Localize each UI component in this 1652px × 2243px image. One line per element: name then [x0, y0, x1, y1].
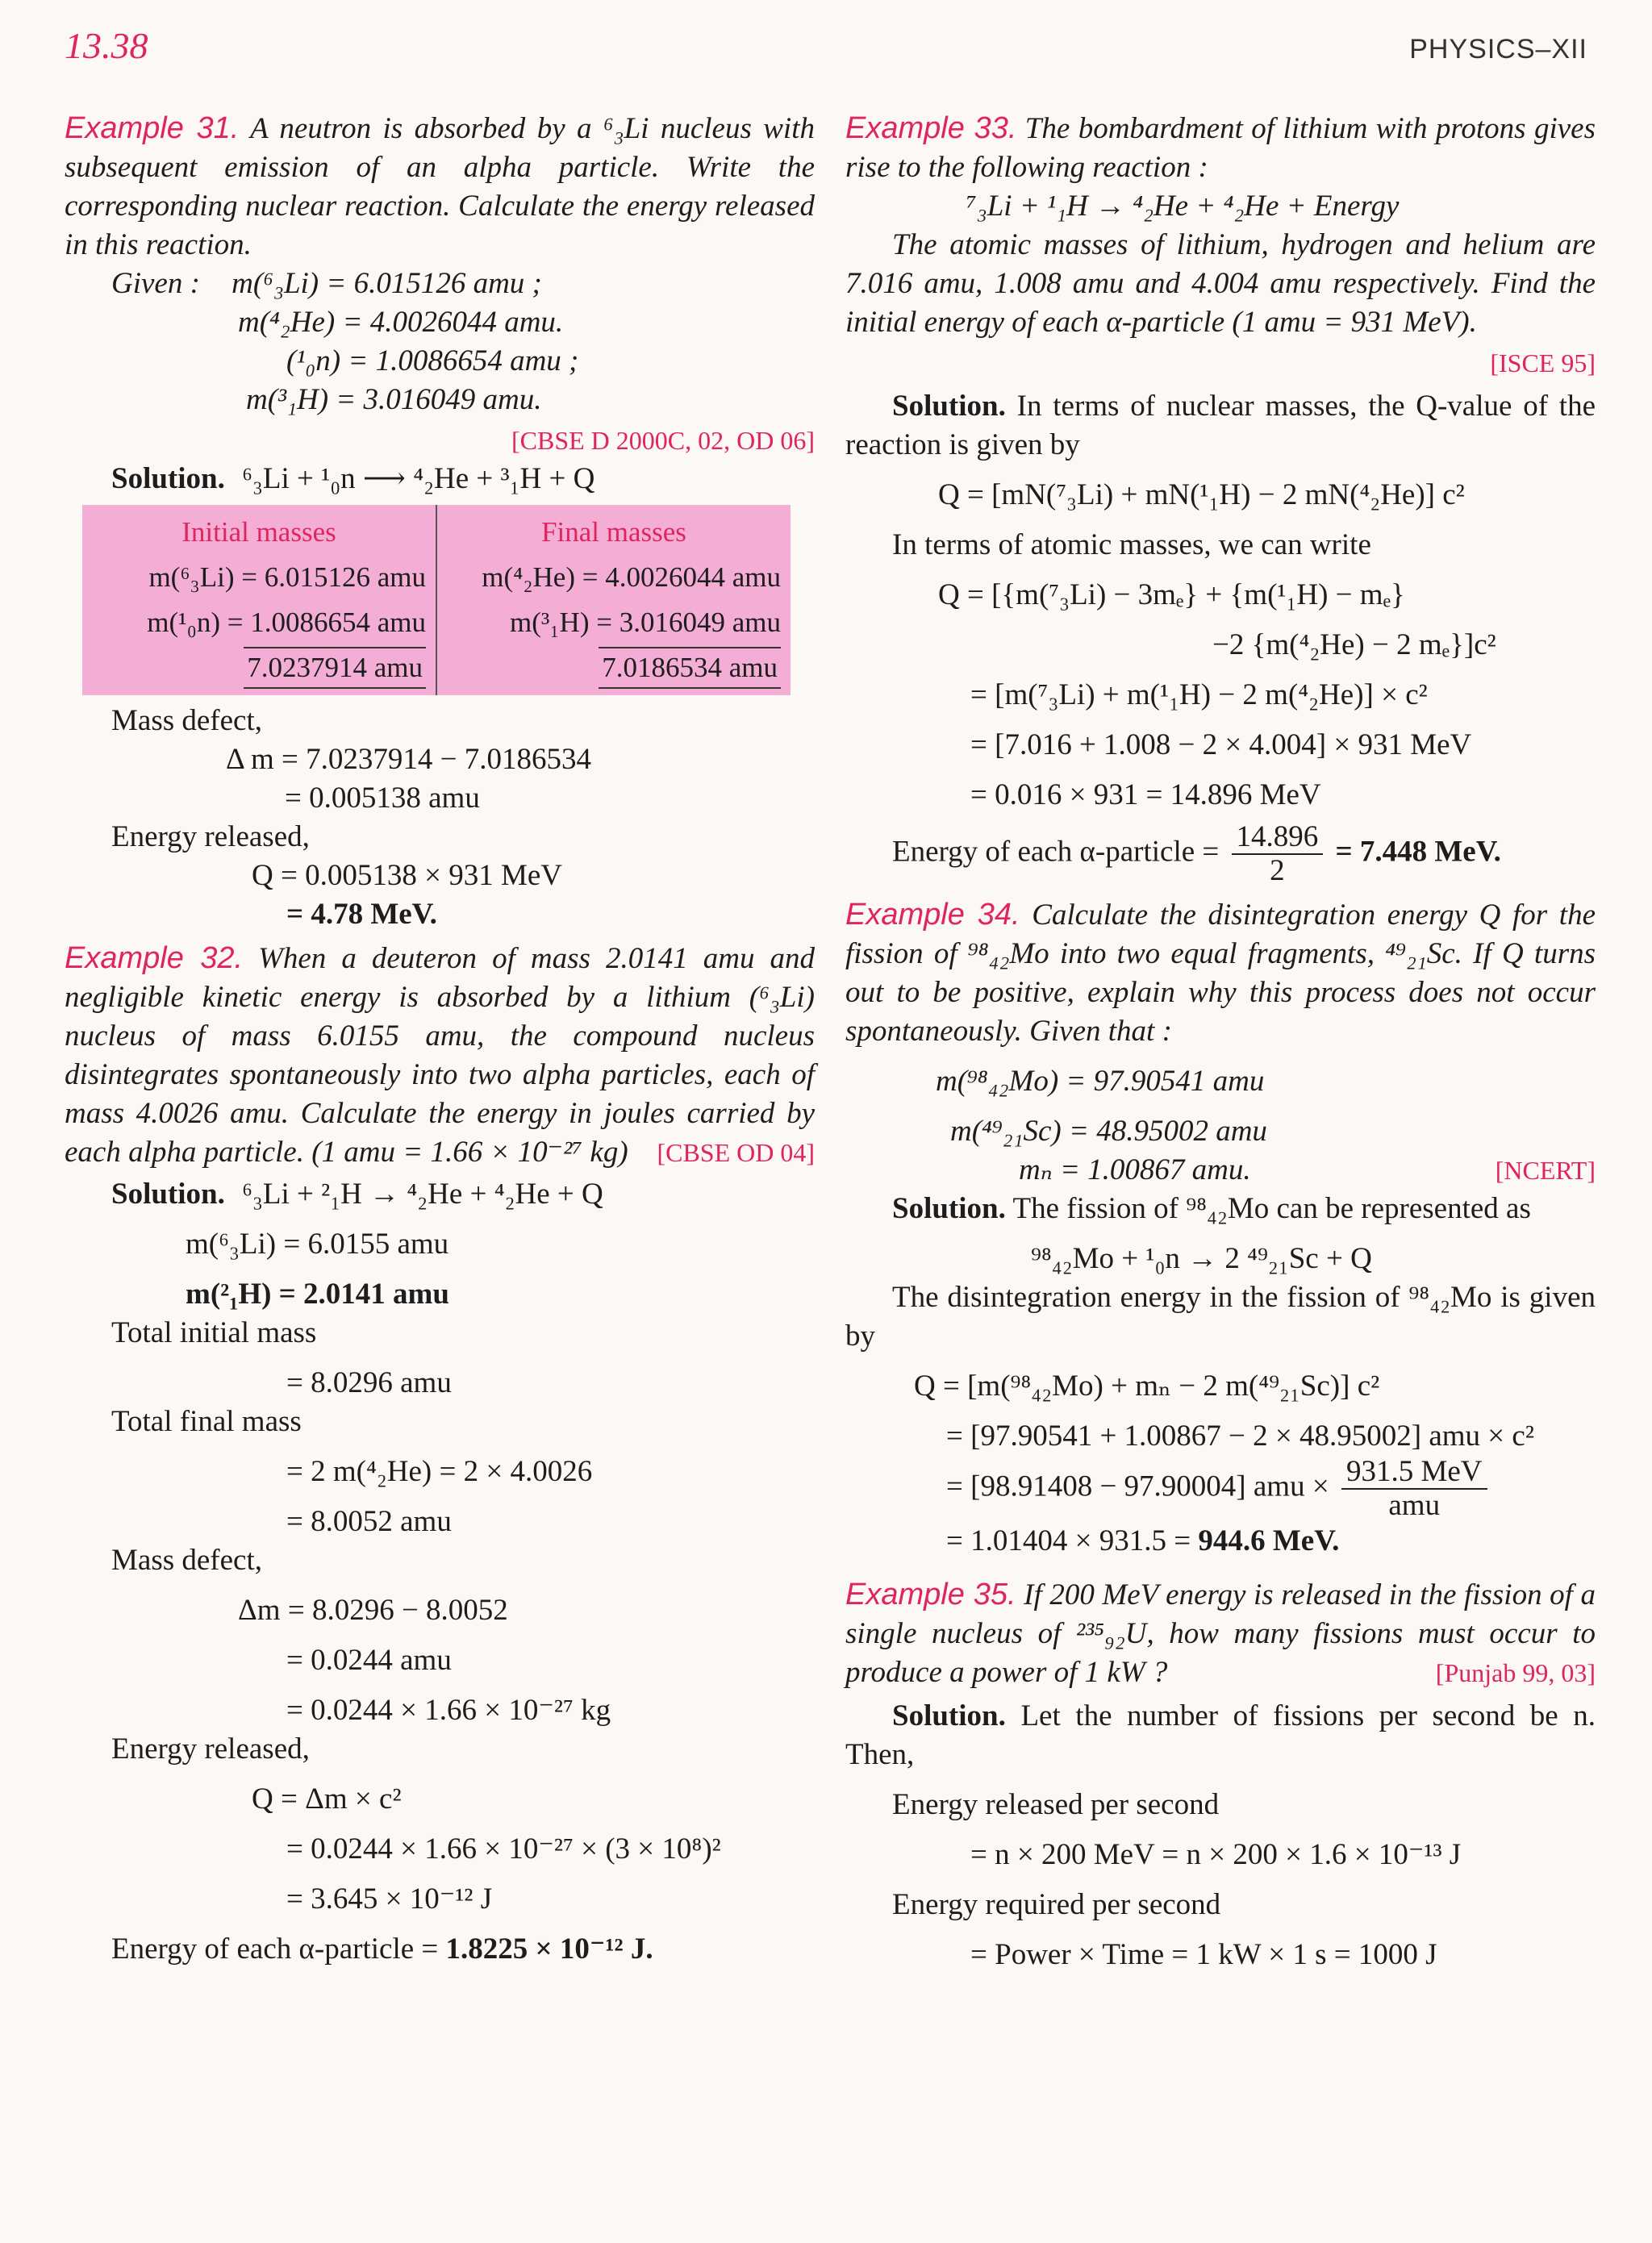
final-masses-column — [437, 505, 791, 695]
page-number: 13.38 — [65, 25, 148, 66]
math-line: = [m(⁷₃Li) + m(¹₁H) − 2 m(⁴₂He)] × c² — [970, 678, 1428, 711]
citation: [CBSE D 2000C, 02, OD 06] — [511, 426, 815, 455]
math-line: = 0.005138 amu — [285, 782, 480, 815]
mass-defect-label: Mass defect, — [111, 704, 262, 737]
reaction-equation: ⁶₃Li + ¹₀n ⟶ ⁴₂He + ³₁H + Q — [242, 462, 595, 495]
math-line: = 8.0052 amu — [286, 1505, 452, 1538]
result-line — [845, 1522, 1596, 1561]
solution-label: Solution. — [111, 1178, 225, 1211]
citation: [CBSE OD 04] — [657, 1138, 815, 1167]
math-line: = 8.0296 amu — [286, 1366, 452, 1399]
example-33-statement — [845, 109, 1596, 187]
fraction-numerator: 14.896 — [1232, 821, 1324, 855]
solution-line — [65, 1175, 815, 1214]
math-line: = [97.90541 + 1.00867 − 2 × 48.95002] amu × c² — [946, 1420, 1534, 1453]
example-32-text: When a deuteron of mass 2.0141 amu and negligible kinetic energy is absorbed by a lithium (⁶₃Li) nucleus of mass 6.0155 amu, the compound nucleus disintegrates spontaneously into two alpha particles, each of mass 4.0026 amu. Calculate the energy in joules carried by each alpha particle. (1 amu = 1.66 × 10⁻²⁷ kg) — [65, 942, 815, 1169]
example-34-title: Example 34. — [845, 898, 1020, 932]
math-line: Q = 0.005138 × 931 MeV — [252, 859, 562, 892]
example-34-text: Calculate the disintegration energy Q for the fission of ⁹⁸₄₂Mo into two equal fragments, ⁴⁹₂₁Sc. If Q turns out to be positive, explain why this process does not occur spontaneously. Given that : — [845, 898, 1596, 1048]
solution-paragraph — [845, 1190, 1596, 1228]
math-line: = 0.0244 amu — [286, 1644, 452, 1677]
initial-masses-header: Initial masses — [181, 516, 336, 548]
result-prefix: = 1.01404 × 931.5 = — [946, 1524, 1199, 1557]
mass-row: m(¹₀n) = 1.0086654 amu — [147, 607, 426, 638]
math-line: Q = [{m(⁷₃Li) − 3mₑ} + {m(¹₁H) − mₑ} — [938, 578, 1405, 611]
example-34-text-2: The disintegration energy in the fission of ⁹⁸₄₂Mo is given by — [845, 1281, 1596, 1353]
solution-label: Solution. — [892, 1699, 1006, 1732]
final-answer-line — [65, 1930, 815, 1969]
given-line — [845, 1151, 1596, 1190]
example-33-text-2: The atomic masses of lithium, hydrogen and helium are 7.016 amu, 1.008 amu and 4.004 amu respectively. Find the initial energy of each α-particle (1 amu = 931 MeV). — [845, 228, 1596, 339]
math-line: Q = Δm × c² — [252, 1782, 402, 1816]
given-value: m(⁴₂He) = 4.0026044 amu. — [238, 306, 564, 339]
math-line: = 0.0244 × 1.66 × 10⁻²⁷ × (3 × 10⁸)² — [286, 1832, 721, 1866]
given-value: m(³₁H) = 3.016049 amu. — [246, 383, 542, 416]
example-33-text: The bombardment of lithium with protons gives rise to the following reaction : — [845, 112, 1596, 184]
given-label: Given : — [111, 267, 200, 300]
final-mass-label: Total final mass — [111, 1405, 302, 1438]
math-line: = 0.0244 × 1.66 × 10⁻²⁷ kg — [286, 1694, 611, 1727]
reaction-equation: ⁹⁸₄₂Mo + ¹₀n → 2 ⁴⁹₂₁Sc + Q — [1031, 1242, 1372, 1275]
result-line: = 4.78 MeV. — [286, 898, 437, 931]
alpha-energy-prefix: Energy of each α-particle = — [892, 835, 1227, 869]
solution-label: Solution. — [111, 462, 225, 495]
reaction-equation: ⁶₃Li + ²₁H → ⁴₂He + ⁴₂He + Q — [242, 1178, 603, 1211]
math-line: Q = [mN(⁷₃Li) + mN(¹₁H) − 2 mN(⁴₂He)] c² — [938, 478, 1465, 511]
citation: [Punjab 99, 03] — [1435, 1658, 1596, 1687]
math-line: −2 {m(⁴₂He) − 2 mₑ}]c² — [1212, 628, 1496, 661]
solution-label: Solution. — [892, 1192, 1006, 1225]
math-line: = 0.016 × 931 = 14.896 MeV — [970, 778, 1321, 811]
initial-mass-label: Total initial mass — [111, 1316, 317, 1349]
energy-released-label: Energy released per second — [892, 1788, 1220, 1821]
final-answer-prefix: Energy of each α-particle = — [111, 1932, 446, 1966]
alpha-energy-result: = 7.448 MeV. — [1335, 835, 1501, 869]
energy-label: Energy released, — [111, 820, 310, 853]
alpha-energy-line — [845, 821, 1596, 887]
mass-table — [82, 505, 791, 695]
right-column — [845, 109, 1596, 1974]
solution-paragraph — [845, 1697, 1596, 1774]
initial-masses-column — [82, 505, 437, 695]
given-value: (¹₀n) = 1.0086654 amu ; — [286, 344, 579, 377]
citation: [ISCE 95] — [1490, 348, 1596, 377]
mass-row: m(⁶₃Li) = 6.015126 amu — [148, 561, 426, 593]
fraction — [1232, 821, 1324, 887]
example-35-statement — [845, 1575, 1596, 1692]
example-32-title: Example 32. — [65, 941, 244, 975]
math-line: = [98.91408 − 97.90004] amu × — [946, 1470, 1329, 1503]
fraction — [1341, 1456, 1487, 1522]
energy-required-label: Energy required per second — [892, 1888, 1221, 1921]
math-line: = n × 200 MeV = n × 200 × 1.6 × 10⁻¹³ J — [970, 1838, 1462, 1871]
fraction-line — [845, 1456, 1596, 1522]
citation: [NCERT] — [1495, 1156, 1596, 1185]
final-answer-value: 1.8225 × 10⁻¹² J. — [445, 1932, 653, 1966]
math-line: = Power × Time = 1 kW × 1 s = 1000 J — [970, 1938, 1437, 1971]
math-line: = 2 m(⁴₂He) = 2 × 4.0026 — [286, 1455, 593, 1488]
reaction-equation: ⁷₃Li + ¹₁H → ⁴₂He + ⁴₂He + Energy — [966, 190, 1400, 223]
math-line: = [7.016 + 1.008 − 2 × 4.004] × 931 MeV — [970, 728, 1472, 761]
solution-line — [65, 460, 815, 498]
solution-text: In terms of nuclear masses, the Q-value of the reaction is given by — [845, 390, 1596, 461]
running-head: PHYSICS–XII — [1409, 34, 1587, 65]
solution-text: The fission of ⁹⁸₄₂Mo can be represented as — [1012, 1192, 1531, 1225]
mass-row: m(⁴₂He) = 4.0026044 amu — [482, 561, 781, 593]
left-column — [65, 109, 815, 1969]
mass-defect-label: Mass defect, — [111, 1544, 262, 1577]
fraction-denominator: 2 — [1270, 854, 1285, 887]
fraction-denominator: amu — [1388, 1489, 1441, 1522]
math-line: m(²₁H) = 2.0141 amu — [186, 1278, 449, 1311]
mass-row: m(³₁H) = 3.016049 amu — [509, 607, 781, 638]
result-value: 944.6 MeV. — [1198, 1524, 1340, 1557]
math-line: Δ m = 7.0237914 − 7.0186534 — [226, 743, 592, 776]
final-masses-header: Final masses — [541, 516, 686, 548]
solution-paragraph — [845, 387, 1596, 465]
energy-label: Energy released, — [111, 1732, 310, 1766]
example-33-title: Example 33. — [845, 111, 1017, 145]
example-35-title: Example 35. — [845, 1578, 1016, 1611]
example-31-text: A neutron is absorbed by a ⁶₃Li nucleus with subsequent emission of an alpha particle. Write the corresponding nuclear reaction. Calculate the energy released in this reaction. — [65, 112, 815, 261]
math-line: m(⁶₃Li) = 6.0155 amu — [186, 1228, 449, 1261]
given-line — [65, 265, 815, 303]
math-line: Δm = 8.0296 − 8.0052 — [238, 1594, 508, 1627]
example-31-title: Example 31. — [65, 111, 240, 145]
math-line: Q = [m(⁹⁸₄₂Mo) + mₙ − 2 m(⁴⁹₂₁Sc)] c² — [914, 1370, 1380, 1403]
fraction-numerator: 931.5 MeV — [1341, 1456, 1487, 1490]
given-value: m(⁶₃Li) = 6.015126 amu ; — [232, 267, 542, 300]
atomic-intro: In terms of atomic masses, we can write — [892, 528, 1371, 561]
given-value: m(⁴⁹₂₁Sc) = 48.95002 amu — [950, 1115, 1267, 1148]
example-32-statement — [65, 939, 815, 1172]
given-value: mₙ = 1.00867 amu. — [1019, 1153, 1251, 1186]
initial-total: 7.0237914 amu — [244, 647, 426, 689]
math-line: = 3.645 × 10⁻¹² J — [286, 1882, 493, 1916]
final-total: 7.0186534 amu — [599, 647, 781, 689]
given-value: m(⁹⁸₄₂Mo) = 97.90541 amu — [936, 1065, 1265, 1098]
solution-text: Let the number of fissions per second be n. Then, — [845, 1699, 1596, 1771]
example-31-statement — [65, 109, 815, 265]
example-35-text: If 200 MeV energy is released in the fission of a single nucleus of ²³⁵₉₂U, how many fissions must occur to produce a power of 1 kW ? — [845, 1578, 1596, 1689]
example-34-statement — [845, 895, 1596, 1051]
solution-label: Solution. — [892, 390, 1006, 423]
